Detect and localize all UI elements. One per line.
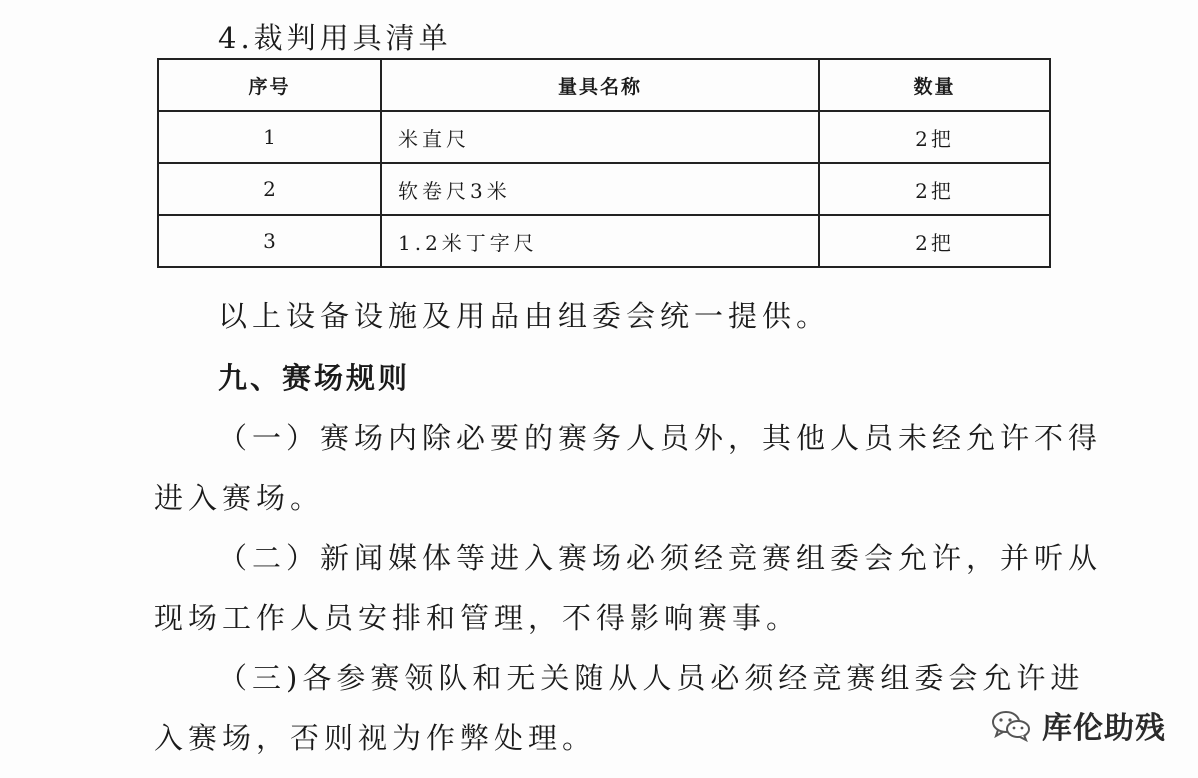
cell-name: 软卷尺3米 bbox=[381, 163, 819, 215]
rule-2-line-2: 现场工作人员安排和管理，不得影响赛事。 bbox=[154, 601, 801, 635]
section-title: 4.裁判用具清单 bbox=[218, 21, 452, 55]
cell-index: 2 bbox=[158, 163, 381, 215]
cell-name: 米直尺 bbox=[381, 111, 819, 163]
wechat-icon bbox=[990, 707, 1032, 743]
table-header-row bbox=[158, 59, 1050, 111]
cell-index: 3 bbox=[158, 215, 381, 267]
rule-3-line-1: （三)各参赛领队和无关随从人员必须经竞赛组委会允许进 bbox=[218, 661, 1085, 695]
account-watermark bbox=[990, 700, 1166, 750]
header-cell-index: 序号 bbox=[158, 59, 381, 111]
cell-quantity: 2把 bbox=[819, 163, 1050, 215]
rule-2-line-1: （二）新闻媒体等进入赛场必须经竞赛组委会允许，并听从 bbox=[218, 541, 1103, 575]
cell-quantity: 2把 bbox=[819, 215, 1050, 267]
rule-3-line-2: 入赛场，否则视为作弊处理。 bbox=[154, 721, 597, 755]
header-cell-quantity: 数量 bbox=[819, 59, 1050, 111]
table-row bbox=[158, 111, 1050, 163]
header-cell-name: 量具名称 bbox=[381, 59, 819, 111]
cell-name: 1.2米丁字尺 bbox=[381, 215, 819, 267]
table-row bbox=[158, 163, 1050, 215]
cell-quantity: 2把 bbox=[819, 111, 1050, 163]
supply-note: 以上设备设施及用品由组委会统一提供。 bbox=[218, 299, 831, 333]
rule-1-line-1: （一）赛场内除必要的赛务人员外，其他人员未经允许不得 bbox=[218, 421, 1103, 455]
watermark-text: 库伦助残 bbox=[1042, 711, 1166, 746]
table-row bbox=[158, 215, 1050, 267]
cell-index: 1 bbox=[158, 111, 381, 163]
section-heading-rules: 九、赛场规则 bbox=[218, 361, 411, 395]
equipment-table bbox=[157, 58, 1051, 268]
rule-1-line-2: 进入赛场。 bbox=[154, 481, 325, 515]
